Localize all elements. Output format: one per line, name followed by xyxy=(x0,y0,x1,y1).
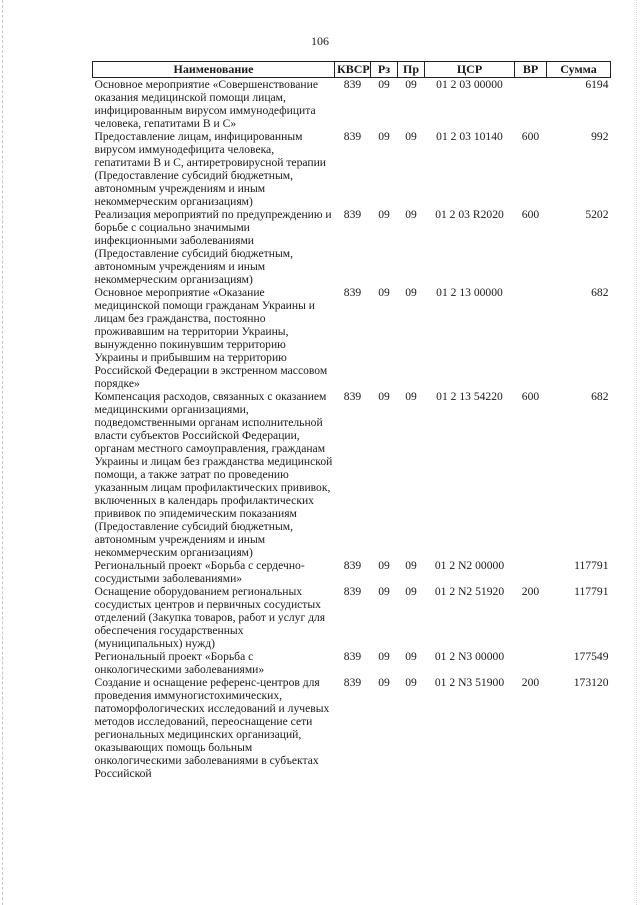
header-name: Наименование xyxy=(93,62,335,78)
row-pr: 09 xyxy=(405,676,417,689)
table-row xyxy=(93,78,611,131)
row-vr: 200 xyxy=(521,676,540,689)
row-kvsr: 839 xyxy=(343,130,362,143)
row-pr: 09 xyxy=(405,559,417,572)
row-rz: 09 xyxy=(378,559,390,572)
row-kvsr: 839 xyxy=(343,286,362,299)
row-vr: 600 xyxy=(521,390,540,403)
row-kvsr: 839 xyxy=(343,585,362,598)
page-number: 106 xyxy=(311,34,329,48)
row-vr xyxy=(515,78,547,131)
row-kvsr: 839 xyxy=(343,390,362,403)
row-sum: 992 xyxy=(591,130,609,143)
row-rz: 09 xyxy=(378,390,390,403)
row-pr: 09 xyxy=(405,208,417,221)
row-vr xyxy=(515,559,547,585)
row-vr: 600 xyxy=(521,208,540,221)
row-name: Предоставление лицам, инфицированным вирусом иммунодефицита человека, гепатитами В и С, антиретровирусной терапии (Предоставление субсидий бюджетным, автономным учреждениям и иным некоммерческим организациям) xyxy=(94,130,326,208)
row-pr: 09 xyxy=(405,286,417,299)
header-kvsr: КВСР xyxy=(335,62,371,78)
row-sum: 117791 xyxy=(574,585,609,598)
row-rz: 09 xyxy=(378,676,390,689)
row-name: Компенсация расходов, связанных с оказанием медицинскими организациями, подведомственными органам исполнительной власти субъектов Российской Федерации, органам местного самоуправления, гражданам Украины и лицам без гражданства медицинской помощи, а также затрат по проведению указанным лицам профилактических прививок, включенных в календарь профилактических прививок по эпидемическим показаниям (Предоставление субсидий бюджетным, автономным учреждениям и иным некоммерческим организациям) xyxy=(94,390,333,559)
row-name: Региональный проект «Борьба с онкологическими заболеваниями» xyxy=(94,650,265,676)
budget-table xyxy=(92,61,611,780)
table-row xyxy=(93,130,611,208)
table-row xyxy=(93,286,611,390)
row-vr: 200 xyxy=(521,585,540,598)
row-vr xyxy=(515,650,547,676)
table-row xyxy=(93,585,611,650)
header-rz: Рз xyxy=(371,62,398,78)
scan-edge-left xyxy=(2,0,3,905)
row-kvsr: 839 xyxy=(343,208,362,221)
table-row xyxy=(93,650,611,676)
row-rz: 09 xyxy=(378,650,390,663)
row-sum: 177549 xyxy=(573,650,609,663)
row-csr: 01 2 N3 51900 xyxy=(434,676,505,689)
row-sum: 682 xyxy=(591,390,609,403)
row-kvsr: 839 xyxy=(343,676,362,689)
row-pr: 09 xyxy=(405,390,417,403)
row-csr: 01 2 13 00000 xyxy=(436,286,503,299)
row-csr: 01 2 13 54220 xyxy=(436,390,503,403)
row-rz: 09 xyxy=(378,585,390,598)
row-rz: 09 xyxy=(378,208,390,221)
row-pr: 09 xyxy=(405,650,417,663)
header-csr: ЦСР xyxy=(425,62,515,78)
row-sum: 682 xyxy=(591,286,609,299)
row-vr xyxy=(515,286,547,390)
row-kvsr: 839 xyxy=(343,650,362,663)
row-name: Создание и оснащение референс-центров для проведения иммуногистохимических, патоморфологических исследований и лучевых методов исследований, переоснащение сети региональных медицинских организаций, оказывающих помощь больным онкологическими заболеваниями в субъектах Российской xyxy=(94,676,330,780)
table-row xyxy=(93,208,611,286)
row-name: Региональный проект «Борьба с сердечно-сосудистыми заболеваниями» xyxy=(94,559,305,585)
row-name: Основное мероприятие «Совершенствование оказания медицинской помощи лицам, инфицированным вирусом иммунодефицита человека, гепатитами В и С» xyxy=(94,78,318,130)
table-row xyxy=(93,676,611,780)
row-csr: 01 2 03 10140 xyxy=(436,130,503,143)
row-pr: 09 xyxy=(405,585,417,598)
row-rz: 09 xyxy=(378,286,390,299)
row-csr: 01 2 03 R2020 xyxy=(435,208,504,221)
header-vr: ВР xyxy=(515,62,547,78)
row-name: Оснащение оборудованием региональных сосудистых центров и первичных сосудистых отделений (Закупка товаров, работ и услуг для обеспечения государственных (муниципальных) нужд) xyxy=(94,585,326,650)
row-rz: 09 xyxy=(378,130,390,143)
scan-edge-right xyxy=(636,0,637,905)
row-sum: 6194 xyxy=(585,78,609,91)
row-csr: 01 2 N3 00000 xyxy=(434,650,505,663)
row-pr: 09 xyxy=(405,78,417,91)
table-header-row xyxy=(93,62,611,78)
row-rz: 09 xyxy=(378,78,390,91)
row-name: Основное мероприятие «Оказание медицинской помощи гражданам Украины и лицам без гражданства, постоянно проживавшим на территории Украины, вынужденно покинувшим территорию Украины и прибывшим на территорию Российской Федерации в экстренном массовом порядке» xyxy=(94,286,328,390)
row-name: Реализация мероприятий по предупреждению и борьбе с социально значимыми инфекционными заболеваниями (Предоставление субсидий бюджетным, автономным учреждениям и иным некоммерческим организациям) xyxy=(94,208,332,286)
row-pr: 09 xyxy=(405,130,417,143)
row-csr: 01 2 03 00000 xyxy=(436,78,503,91)
row-kvsr: 839 xyxy=(343,78,362,91)
row-sum: 5202 xyxy=(585,208,609,221)
row-kvsr: 839 xyxy=(343,559,362,572)
row-csr: 01 2 N2 51920 xyxy=(434,585,505,598)
table-row xyxy=(93,559,611,585)
header-pr: Пр xyxy=(398,62,425,78)
row-vr: 600 xyxy=(521,130,540,143)
table-row xyxy=(93,390,611,559)
row-csr: 01 2 N2 00000 xyxy=(434,559,505,572)
row-sum: 173120 xyxy=(573,676,609,689)
header-sum: Сумма xyxy=(547,62,611,78)
row-sum: 117791 xyxy=(574,559,609,572)
